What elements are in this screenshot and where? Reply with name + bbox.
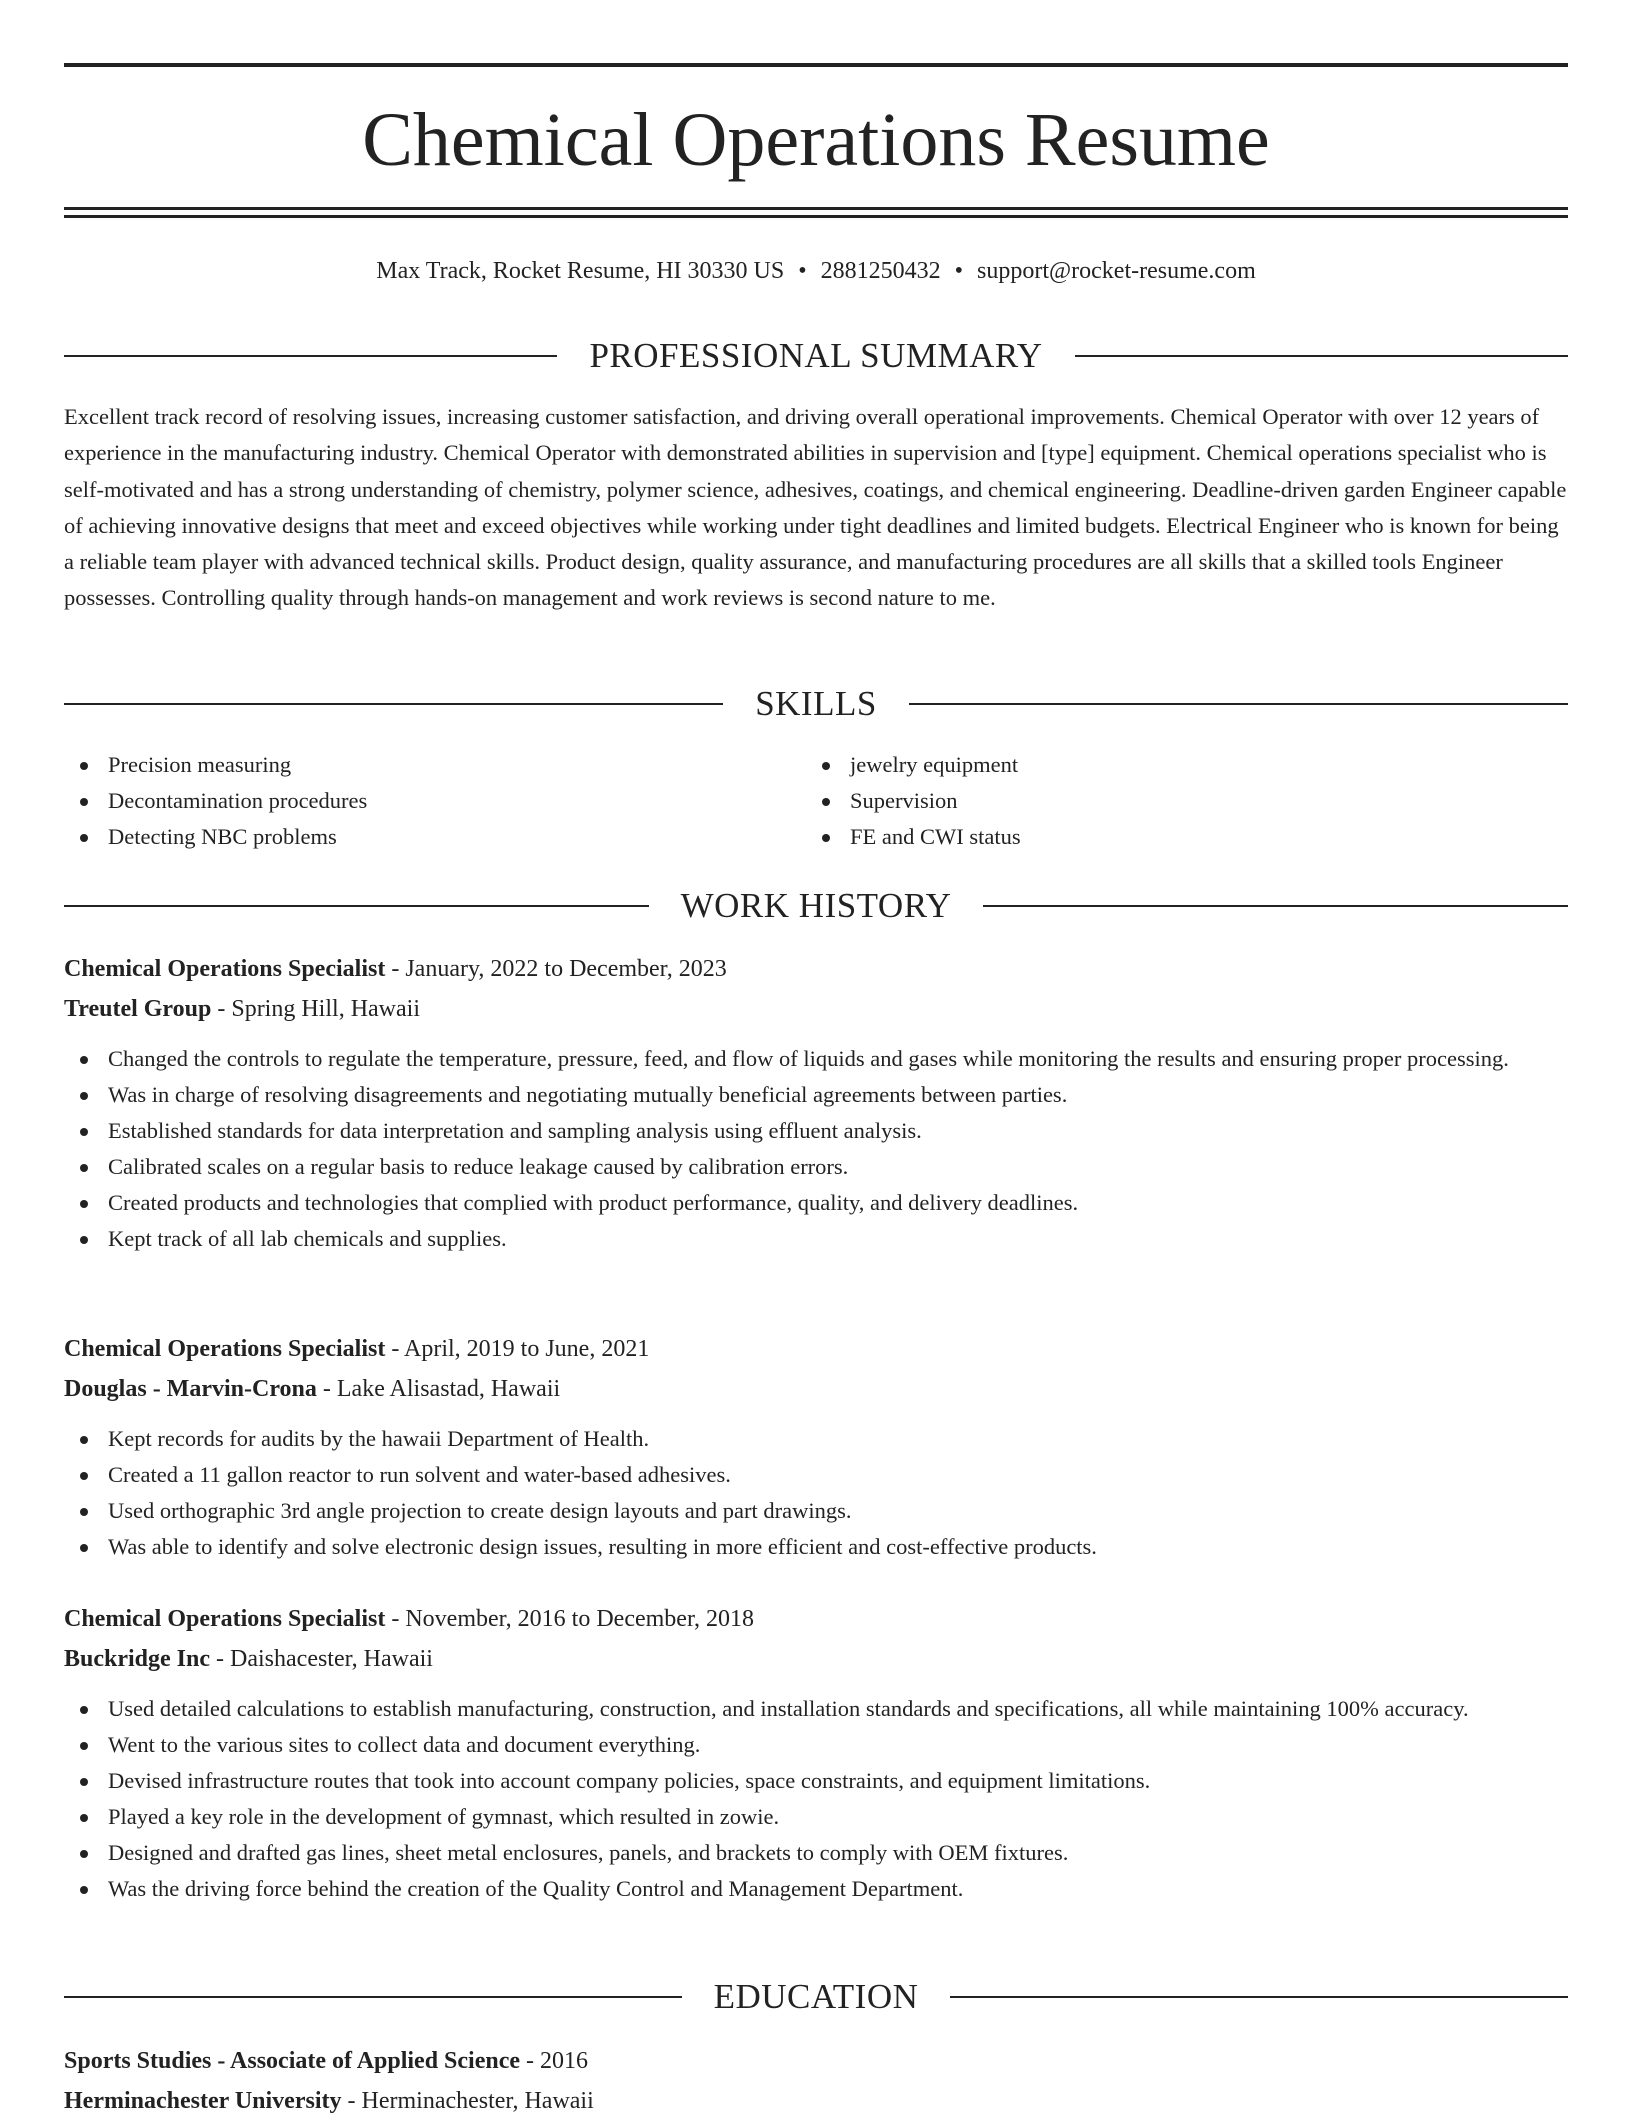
heading-rule-right <box>1075 355 1568 357</box>
education-degree: Sports Studies - Associate of Applied Science <box>64 2048 521 2074</box>
job-company: Douglas - Marvin-Crona <box>64 1376 317 1402</box>
heading-rule-right <box>950 1996 1568 1998</box>
education-entry <box>64 2041 1568 2121</box>
job-bullets <box>64 1691 1568 1907</box>
skill-item: Supervision <box>806 783 1548 819</box>
skill-item: Decontamination procedures <box>64 783 806 819</box>
job-bullet: Devised infrastructure routes that took into account company policies, space constraints, and equipment limitations. <box>64 1763 1568 1799</box>
skill-item: Detecting NBC problems <box>64 819 806 855</box>
job-bullet: Used orthographic 3rd angle projection to create design layouts and part drawings. <box>64 1493 1568 1529</box>
heading-rule-left <box>64 1996 682 1998</box>
job-title-line: Chemical Operations Specialist - January, 2022 to December, 2023 <box>64 956 727 982</box>
education-year: 2016 <box>540 2048 589 2074</box>
job-location: Spring Hill, Hawaii <box>231 996 420 1022</box>
heading-rule-left <box>64 355 557 357</box>
contact-phone: 2881250432 <box>820 258 941 284</box>
work-history-section-heading <box>64 884 1568 928</box>
job-bullet: Created a 11 gallon reactor to run solvent and water-based adhesives. <box>64 1457 1568 1493</box>
job-bullets <box>64 1041 1568 1257</box>
job-title: Chemical Operations Specialist <box>64 1606 386 1632</box>
contact-line <box>64 254 1568 288</box>
contact-address: Max Track, Rocket Resume, HI 30330 US <box>376 258 785 284</box>
job-bullet: Calibrated scales on a regular basis to reduce leakage caused by calibration errors. <box>64 1149 1568 1185</box>
heading-rule-right <box>983 905 1568 907</box>
job-title-line: Chemical Operations Specialist - November, 2016 to December, 2018 <box>64 1606 754 1632</box>
header-top-rule <box>64 63 1568 67</box>
header-double-rule-upper <box>64 207 1568 210</box>
job-bullet: Created products and technologies that complied with product performance, quality, and delivery deadlines. <box>64 1185 1568 1221</box>
skills-column-left <box>64 747 806 855</box>
heading-rule-right <box>909 703 1568 705</box>
skills-column-right <box>806 747 1548 855</box>
job-entry <box>64 1599 1568 1907</box>
contact-separator: • <box>798 258 807 284</box>
job-bullet: Was the driving force behind the creation of the Quality Control and Management Department. <box>64 1871 1568 1907</box>
job-dates: November, 2016 to December, 2018 <box>405 1606 754 1632</box>
job-bullet: Designed and drafted gas lines, sheet metal enclosures, panels, and brackets to comply with OEM fixtures. <box>64 1835 1568 1871</box>
summary-paragraph: Excellent track record of resolving issues, increasing customer satisfaction, and driving overall operational improvements. Chemical Operator with over 12 years of experience in the manufacturing industry. Chemical Operator with demonstrated abilities in supervision and [type] equipment. Chemical operations specialist who is self-motivated and has a strong understanding of chemistry, polymer science, adhesives, coatings, and chemical engineering. Deadline-driven garden Engineer capable of achieving innovative designs that meet and exceed objectives while working under tight deadlines and limited budgets. Electrical Engineer who is known for being a reliable team player with advanced technical skills. Product design, quality assurance, and manufacturing procedures are all skills that a skilled tools Engineer possesses. Controlling quality through hands-on management and work reviews is second nature to me. <box>64 404 1567 611</box>
skill-item: FE and CWI status <box>806 819 1548 855</box>
job-title: Chemical Operations Specialist <box>64 1336 386 1362</box>
job-company-line: Buckridge Inc - Daishacester, Hawaii <box>64 1646 433 1672</box>
job-bullets <box>64 1421 1568 1565</box>
heading-rule-left <box>64 703 723 705</box>
job-bullet: Established standards for data interpretation and sampling analysis using effluent analysis. <box>64 1113 1568 1149</box>
job-bullet: Used detailed calculations to establish manufacturing, construction, and installation standards and specifications, all while maintaining 100% accuracy. <box>64 1691 1568 1727</box>
job-dates: April, 2019 to June, 2021 <box>404 1336 650 1362</box>
job-company-line: Douglas - Marvin-Crona - Lake Alisastad, Hawaii <box>64 1376 561 1402</box>
education-location: Herminachester, Hawaii <box>361 2088 594 2114</box>
education-school: Herminachester University <box>64 2088 342 2114</box>
job-bullet: Played a key role in the development of gymnast, which resulted in zowie. <box>64 1799 1568 1835</box>
job-company: Buckridge Inc <box>64 1646 211 1672</box>
skills-heading-text: SKILLS <box>755 684 877 723</box>
education-degree-line: Sports Studies - Associate of Applied Science - 2016 <box>64 2048 589 2074</box>
work-history-heading-text: WORK HISTORY <box>680 886 952 925</box>
skill-item: Precision measuring <box>64 747 806 783</box>
job-company-line: Treutel Group - Spring Hill, Hawaii <box>64 996 420 1022</box>
job-bullet: Kept track of all lab chemicals and supplies. <box>64 1221 1568 1257</box>
header-double-rule-lower <box>64 215 1568 218</box>
skills-section-heading <box>64 682 1568 726</box>
resume-title: Chemical Operations Resume <box>362 98 1270 182</box>
job-bullet: Was in charge of resolving disagreements and negotiating mutually beneficial agreements between parties. <box>64 1077 1568 1113</box>
job-entry <box>64 1329 1568 1565</box>
job-location: Daishacester, Hawaii <box>230 1646 433 1672</box>
heading-rule-left <box>64 905 649 907</box>
contact-email: support@rocket-resume.com <box>977 258 1256 284</box>
job-bullet: Changed the controls to regulate the temperature, pressure, feed, and flow of liquids and gases while monitoring the results and ensuring proper processing. <box>64 1041 1568 1077</box>
summary-section-heading <box>64 334 1568 378</box>
job-entry <box>64 949 1568 1257</box>
job-title: Chemical Operations Specialist <box>64 956 386 982</box>
job-bullet: Kept records for audits by the hawaii Department of Health. <box>64 1421 1568 1457</box>
job-bullet: Went to the various sites to collect data and document everything. <box>64 1727 1568 1763</box>
contact-separator: • <box>954 258 964 284</box>
education-heading-text: EDUCATION <box>713 1977 919 2016</box>
job-location: Lake Alisastad, Hawaii <box>336 1376 561 1402</box>
job-company: Treutel Group <box>64 996 212 1022</box>
skills-list <box>64 747 1568 855</box>
education-section-heading <box>64 1975 1568 2019</box>
summary-heading-text: PROFESSIONAL SUMMARY <box>589 336 1043 375</box>
job-dates: January, 2022 to December, 2023 <box>405 956 727 982</box>
skill-item: jewelry equipment <box>806 747 1548 783</box>
job-title-line: Chemical Operations Specialist - April, 2019 to June, 2021 <box>64 1336 650 1362</box>
job-bullet: Was able to identify and solve electronic design issues, resulting in more efficient and cost-effective products. <box>64 1529 1568 1565</box>
education-school-line: Herminachester University - Herminachester, Hawaii <box>64 2088 594 2114</box>
